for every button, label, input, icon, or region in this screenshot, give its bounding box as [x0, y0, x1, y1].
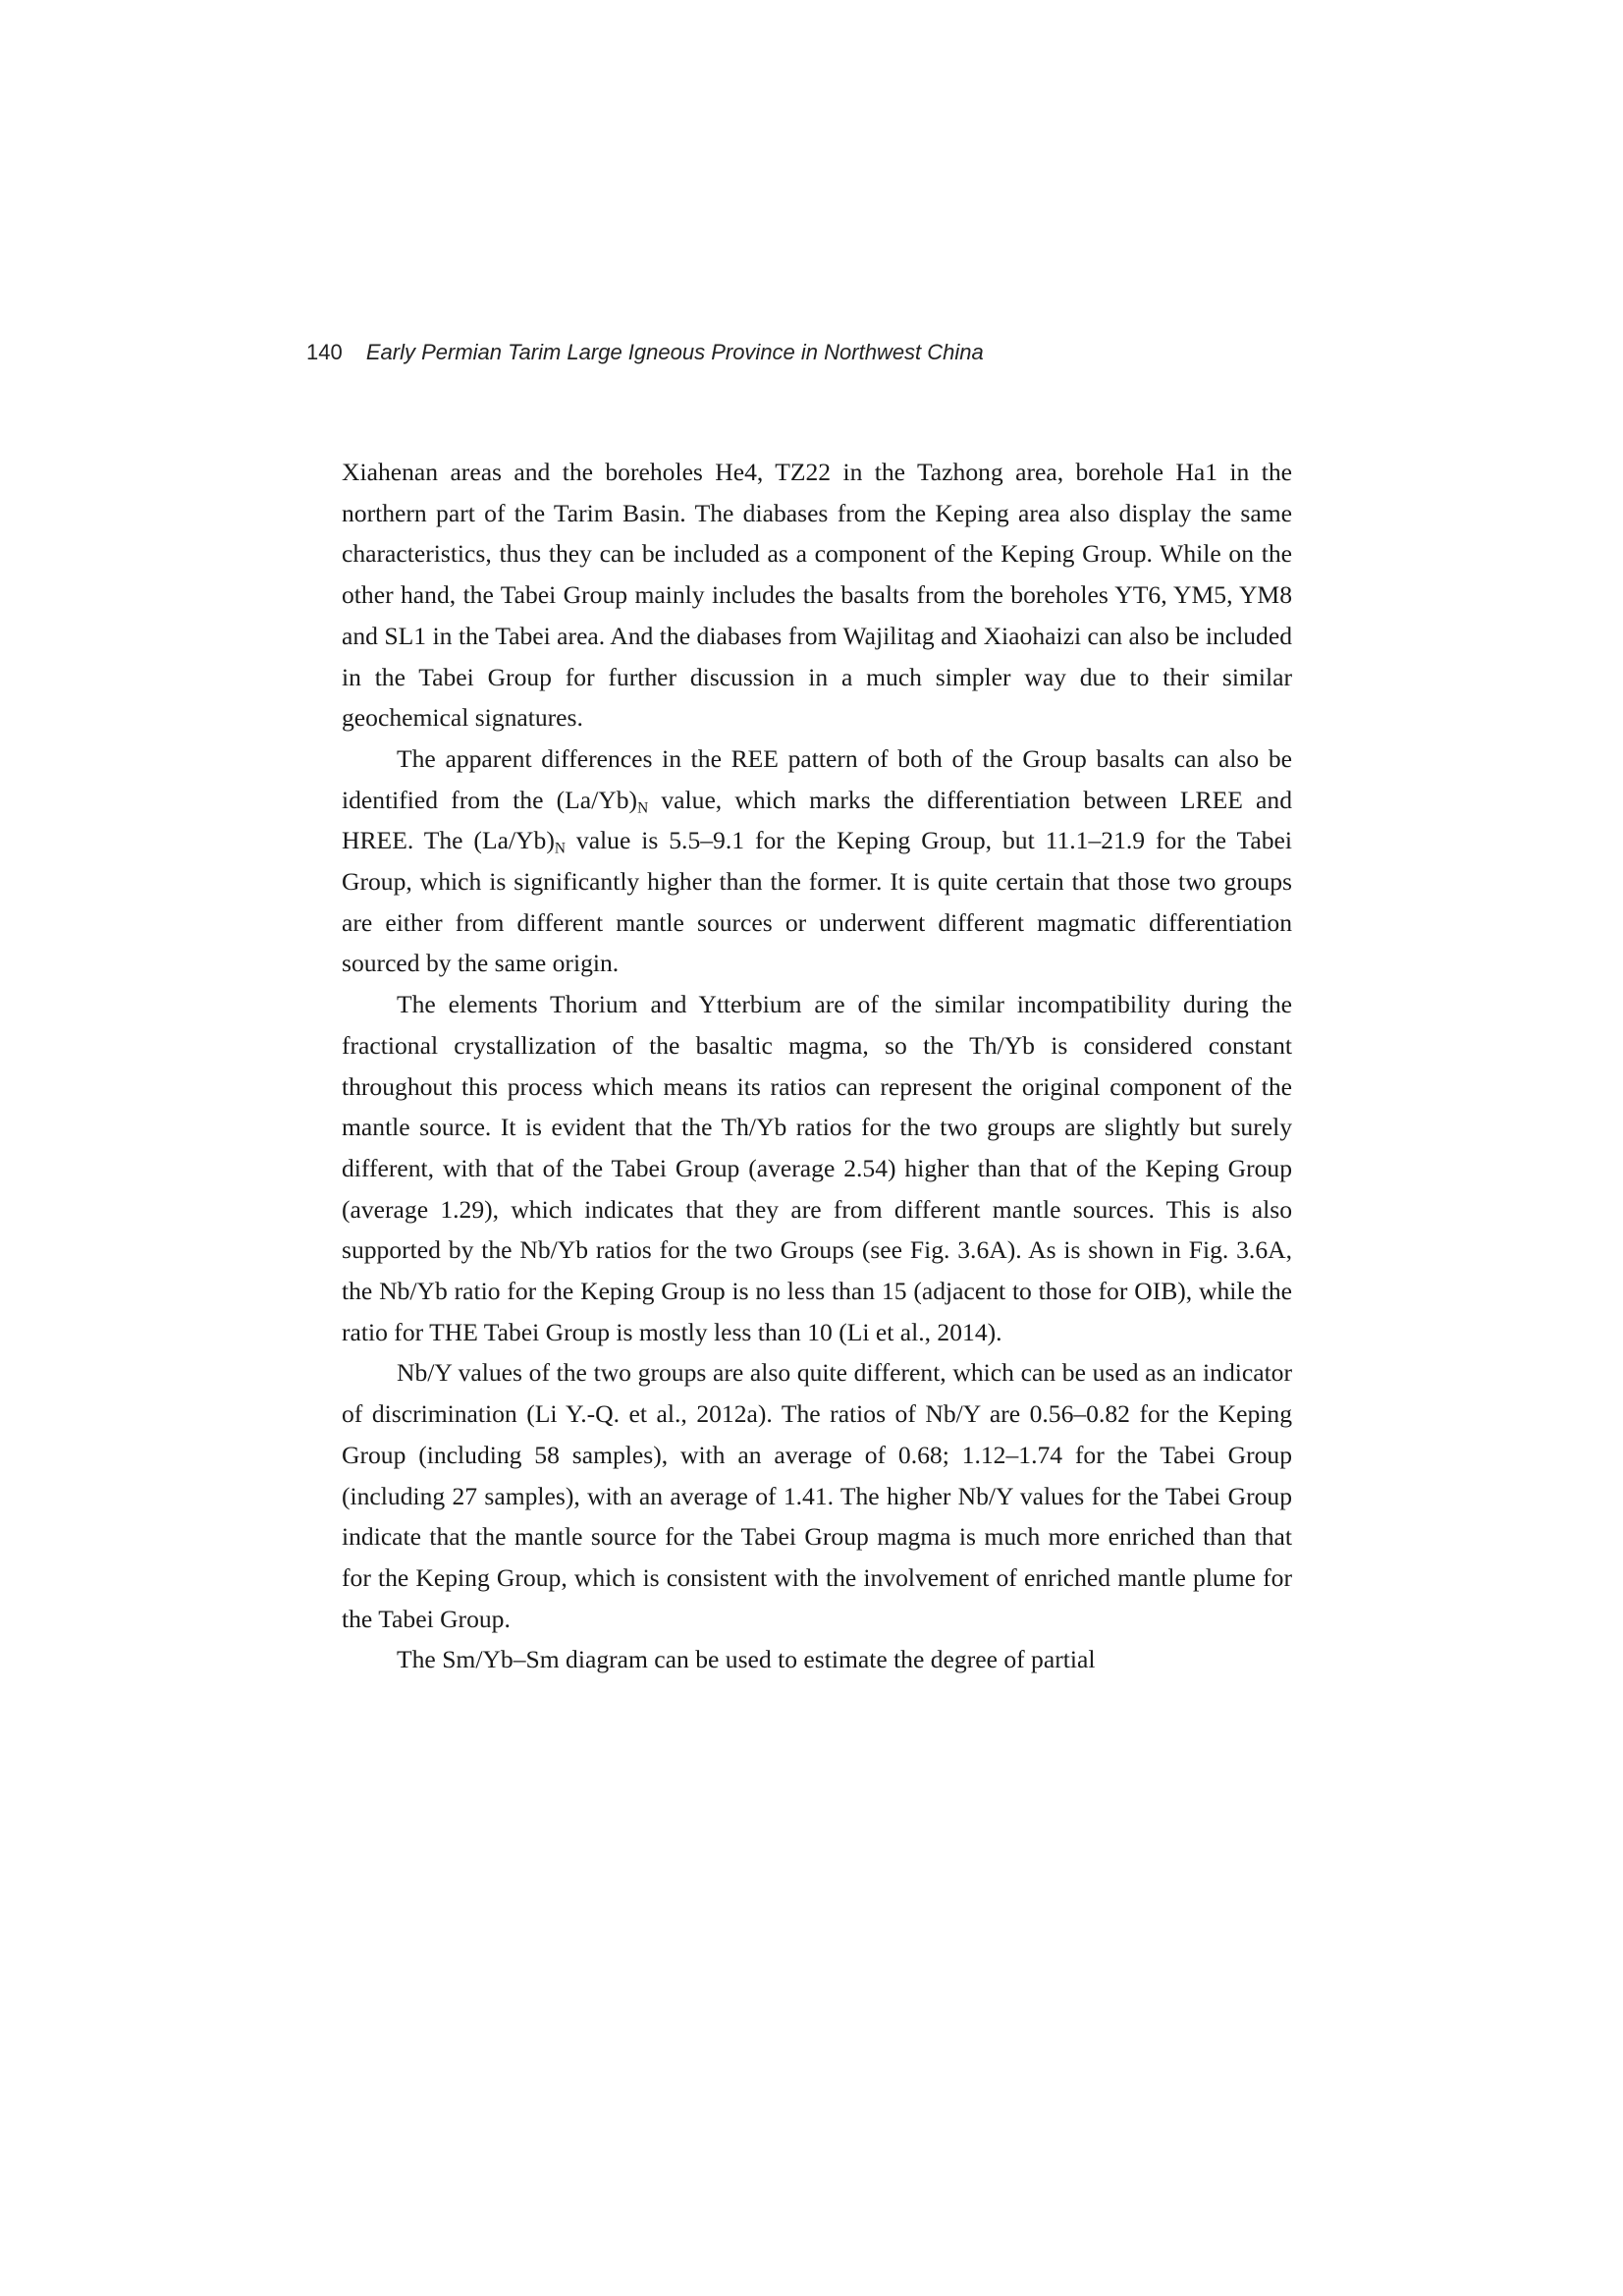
page-number: 140: [306, 340, 343, 364]
paragraph-text: The Sm/Yb–Sm diagram can be used to estimate the degree of partial: [397, 1645, 1096, 1674]
paragraph-text: value is 5.5–9.1 for the Keping Group, but 11.1–21.9 for the Tabei Group, which is significantly higher than the former. It is quite certain that those two groups are either from different mantle sources or underwent different magmatic differentiation sourced by the same origin.: [342, 826, 1292, 978]
running-header: [306, 340, 984, 365]
subscript-n: N: [554, 840, 566, 857]
paragraph-th-yb: [342, 984, 1292, 1352]
paragraph-text: Nb/Y values of the two groups are also quite different, which can be used as an indicator of discrimination (Li Y.-Q. et al., 2012a). The ratios of Nb/Y are 0.56–0.82 for the Keping Group (including 58 samples), with an average of 0.68; 1.12–1.74 for the Tabei Group (including 27 samples), with an average of 1.41. The higher Nb/Y values for the Tabei Group indicate that the mantle source for the Tabei Group magma is much more enriched than that for the Keping Group, which is consistent with the involvement of enriched mantle plume for the Tabei Group.: [342, 1358, 1292, 1633]
subscript-n: N: [637, 799, 649, 817]
paragraph-ree-pattern: [342, 738, 1292, 984]
paragraph-continued: [342, 452, 1292, 738]
paragraph-sm-yb: [342, 1639, 1292, 1680]
paragraph-text: The elements Thorium and Ytterbium are of the similar incompatibility during the fractional crystallization of the basaltic magma, so the Th/Yb is considered constant throughout this process which means its ratios can represent the original component of the mantle source. It is evident that the Th/Yb ratios for the two groups are slightly but surely different, with that of the Tabei Group (average 2.54) higher than that of the Keping Group (average 1.29), which indicates that they are from different mantle sources. This is also supported by the Nb/Yb ratios for the two Groups (see Fig. 3.6A). As is shown in Fig. 3.6A, the Nb/Yb ratio for the Keping Group is no less than 15 (adjacent to those for OIB), while the ratio for THE Tabei Group is mostly less than 10 (Li et al., 2014).: [342, 990, 1292, 1346]
running-title: Early Permian Tarim Large Igneous Province in Northwest China: [365, 340, 984, 364]
paragraph-text: The apparent differences in the REE pattern of both of the Group basalts can also be identified from the (La/Yb): [342, 743, 1292, 814]
paragraph-text: value, which marks the differentiation between LREE and HREE. The (La/Yb): [342, 785, 1292, 855]
body-text: [342, 452, 1292, 1680]
paragraph-nb-y: [342, 1352, 1292, 1639]
paragraph-text: Xiahenan areas and the boreholes He4, TZ22 in the Tazhong area, borehole Ha1 in the northern part of the Tarim Basin. The diabases from the Keping area also display the same characteristics, thus they can be included as a component of the Keping Group. While on the other hand, the Tabei Group mainly includes the basalts from the boreholes YT6, YM5, YM8 and SL1 in the Tabei area. And the diabases from Wajilitag and Xiaohaizi can also be included in the Tabei Group for further discussion in a much simpler way due to their similar geochemical signatures.: [342, 458, 1292, 733]
